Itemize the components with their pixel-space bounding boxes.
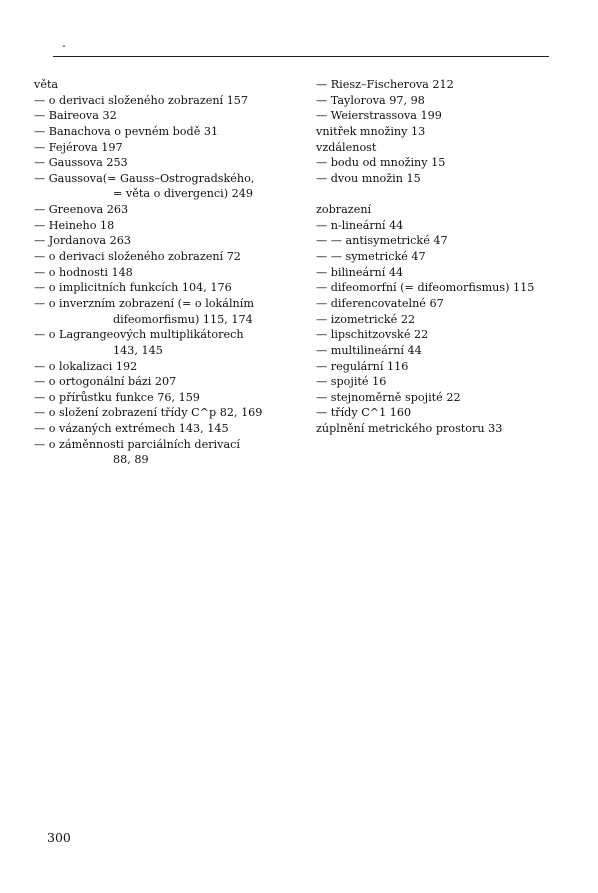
index-entry: — lipschitzovské 22 bbox=[316, 328, 429, 342]
index-entry: — regulární 116 bbox=[316, 359, 409, 373]
index-entry: — n-lineární 44 bbox=[316, 218, 404, 232]
index-entry-continuation: = věta o divergenci) 249 bbox=[113, 187, 254, 201]
index-entry: — o ortogonální bázi 207 bbox=[34, 375, 177, 389]
page-number: 300 bbox=[47, 830, 71, 845]
index-entry: — Jordanova 263 bbox=[34, 234, 131, 248]
index-entry: zobrazení bbox=[316, 203, 372, 217]
index-entry: — Weierstrassova 199 bbox=[316, 109, 442, 123]
index-entry: — Banachova o pevném bodě 31 bbox=[34, 124, 219, 138]
index-entry: — o vázaných extrémech 143, 145 bbox=[34, 422, 229, 436]
index-entry: — bodu od množiny 15 bbox=[316, 156, 446, 170]
index-entry-continuation: 143, 145 bbox=[113, 343, 163, 357]
index-entry: vnitřek množiny 13 bbox=[316, 124, 426, 138]
index-entry: — o implicitních funkcích 104, 176 bbox=[34, 281, 232, 295]
index-column-right bbox=[316, 77, 586, 437]
index-column-left bbox=[34, 77, 304, 468]
index-entry: — dvou množin 15 bbox=[316, 171, 421, 185]
header-mark: - bbox=[62, 39, 66, 52]
index-entry-continuation: 88, 89 bbox=[113, 453, 149, 467]
index-entry: — — symetrické 47 bbox=[316, 250, 426, 264]
index-entry: — spojité 16 bbox=[316, 375, 387, 389]
index-entry: — Gaussova 253 bbox=[34, 156, 128, 170]
index-entry: — Gaussova(= Gauss–Ostrogradského, bbox=[34, 171, 255, 185]
index-entry: — třídy C^1 160 bbox=[316, 406, 412, 420]
index-entry: — o derivaci složeného zobrazení 72 bbox=[34, 250, 241, 264]
index-entry: věta bbox=[34, 78, 59, 91]
index-entry: — Heineho 18 bbox=[34, 218, 115, 232]
index-entry: — o lokalizaci 192 bbox=[34, 359, 138, 373]
index-entry: — o přírůstku funkce 76, 159 bbox=[34, 390, 200, 404]
index-entry: — Taylorova 97, 98 bbox=[316, 93, 425, 107]
index-entry: — multilineární 44 bbox=[316, 343, 422, 357]
index-entry: — Fejérova 197 bbox=[34, 140, 123, 154]
index-entry: — izometrické 22 bbox=[316, 312, 416, 326]
index-entry: — o Lagrangeových multiplikátorech bbox=[34, 328, 244, 342]
index-entry: — — antisymetrické 47 bbox=[316, 234, 448, 248]
index-entry: — Baireova 32 bbox=[34, 109, 117, 123]
index-entry: — o hodnosti 148 bbox=[34, 265, 133, 279]
index-entry: zúplnění metrického prostoru 33 bbox=[316, 422, 503, 436]
index-entry: — stejnoměrně spojité 22 bbox=[316, 390, 461, 404]
index-entry: — o derivaci složeného zobrazení 157 bbox=[34, 93, 249, 107]
index-entry: — o inverzním zobrazení (= o lokálním bbox=[34, 296, 254, 310]
index-entry: vzdálenost bbox=[316, 140, 377, 154]
index-entry: — o složení zobrazení třídy C^p 82, 169 bbox=[34, 406, 263, 420]
index-entry: — bilineární 44 bbox=[316, 265, 404, 279]
index-entry: — difeomorfní (= difeomorfismus) 115 bbox=[316, 281, 535, 295]
blank-line bbox=[316, 186, 586, 202]
index-entry: — o záměnnosti parciálních derivací bbox=[34, 437, 240, 451]
header-rule bbox=[53, 56, 549, 57]
index-entry: — Riesz–Fischerova 212 bbox=[316, 78, 454, 91]
index-entry: — Greenova 263 bbox=[34, 203, 129, 217]
index-entry-continuation: difeomorfismu) 115, 174 bbox=[113, 312, 253, 326]
index-entry: — diferencovatelné 67 bbox=[316, 296, 444, 310]
